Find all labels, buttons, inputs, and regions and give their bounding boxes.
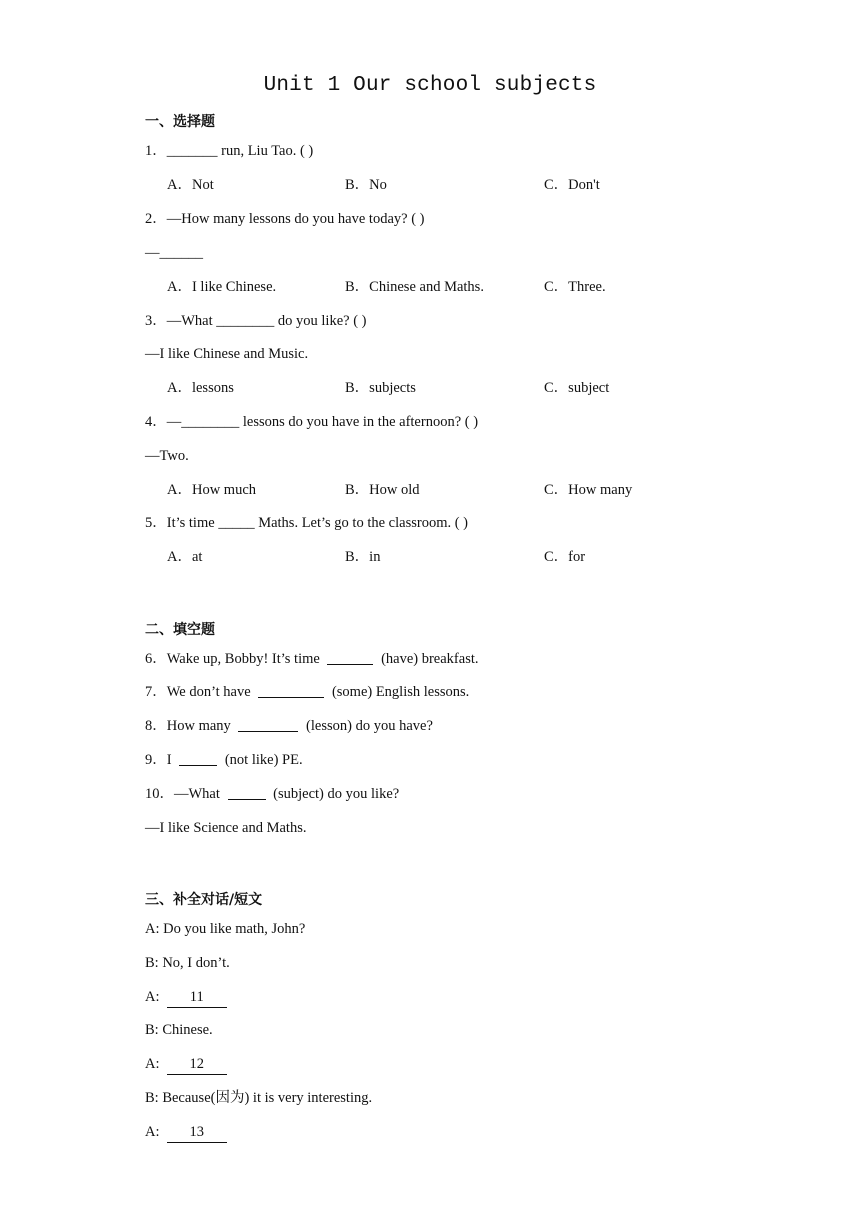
option-b: B．Chinese and Maths. xyxy=(345,279,484,295)
option-a: A．Not xyxy=(167,177,214,193)
section-heading-dialog: 三、补全对话/短文 xyxy=(145,892,263,908)
question-8 xyxy=(145,716,433,736)
dialog-line xyxy=(145,1054,227,1075)
question-6 xyxy=(145,649,479,669)
answer-blank[interactable] xyxy=(327,650,373,665)
question-text: We don’t have xyxy=(166,684,255,700)
dialog-line xyxy=(145,987,227,1008)
question-text: (not like) PE. xyxy=(221,752,303,768)
option-c: C．How many xyxy=(544,482,633,498)
dialog-line: B: Chinese. xyxy=(145,1022,213,1038)
option-a: A．at xyxy=(167,549,203,565)
dialog-line: B: No, I don’t. xyxy=(145,955,230,971)
question-number: 5． xyxy=(145,515,167,531)
question-10 xyxy=(145,784,399,804)
question-text: I xyxy=(166,752,176,768)
question-7 xyxy=(145,682,469,702)
numbered-answer-blank[interactable]: 13 xyxy=(167,1122,227,1143)
numbered-answer-blank[interactable]: 11 xyxy=(167,987,227,1008)
question-text: run, Liu Tao. ( ) xyxy=(217,143,314,159)
section-heading-fill-blank: 二、填空题 xyxy=(145,622,215,638)
numbered-answer-blank[interactable]: 12 xyxy=(167,1054,227,1075)
question-text: —What xyxy=(174,786,224,802)
question-text: (lesson) do you have? xyxy=(302,718,433,734)
question-number: 9． xyxy=(145,752,167,768)
option-b: B．in xyxy=(345,549,381,565)
answer-blank[interactable] xyxy=(179,751,217,766)
option-b: B．subjects xyxy=(345,380,416,396)
question-4-reply: —Two. xyxy=(145,448,189,464)
option-c: C．for xyxy=(544,549,586,565)
blank: _____ xyxy=(218,515,255,531)
question-number: 6． xyxy=(145,651,167,667)
option-a: A．lessons xyxy=(167,380,234,396)
question-2 xyxy=(145,209,424,229)
page-title: Unit 1 Our school subjects xyxy=(263,74,597,97)
question-text: lessons do you have in the afternoon? ( ) xyxy=(239,414,479,430)
question-text: (have) breakfast. xyxy=(377,651,479,667)
question-number: 1． xyxy=(145,143,167,159)
dialog-line: B: Because(因为) it is very interesting. xyxy=(145,1090,373,1106)
option-a: A．How much xyxy=(167,482,257,498)
answer-blank[interactable] xyxy=(228,785,266,800)
question-5 xyxy=(145,513,468,533)
option-c: C．Don't xyxy=(544,177,600,193)
blank: ________ xyxy=(216,313,275,329)
question-text: — xyxy=(166,414,182,430)
blank: _______ xyxy=(166,143,218,159)
question-text: Wake up, Bobby! It’s time xyxy=(166,651,324,667)
question-text: Maths. Let’s go to the classroom. ( ) xyxy=(254,515,468,531)
question-4 xyxy=(145,412,478,432)
blank: ________ xyxy=(181,414,240,430)
option-b: B．How old xyxy=(345,482,420,498)
question-1 xyxy=(145,141,313,161)
question-9 xyxy=(145,750,303,770)
question-text: —What xyxy=(166,313,217,329)
answer-blank[interactable] xyxy=(258,683,324,698)
question-10-reply: —I like Science and Maths. xyxy=(145,820,307,836)
option-b: B．No xyxy=(345,177,387,193)
question-text: —How many lessons do you have today? ( ) xyxy=(166,211,425,227)
question-number: 10． xyxy=(145,786,174,802)
question-number: 4． xyxy=(145,414,167,430)
section-heading-choice: 一、选择题 xyxy=(145,114,215,130)
answer-blank[interactable] xyxy=(238,717,298,732)
question-text: (some) English lessons. xyxy=(328,684,470,700)
question-text: How many xyxy=(166,718,235,734)
question-text: It’s time xyxy=(166,515,219,531)
question-text: do you like? ( ) xyxy=(274,313,367,329)
question-number: 3． xyxy=(145,313,167,329)
speaker-label: A: xyxy=(145,1056,160,1072)
question-3 xyxy=(145,311,367,331)
question-3-reply: —I like Chinese and Music. xyxy=(145,346,309,362)
question-number: 8． xyxy=(145,718,167,734)
question-text: (subject) do you like? xyxy=(269,786,400,802)
speaker-label: A: xyxy=(145,1124,160,1140)
option-c: C．subject xyxy=(544,380,610,396)
question-number: 7． xyxy=(145,684,167,700)
speaker-label: A: xyxy=(145,989,160,1005)
question-2-reply: —______ xyxy=(145,245,203,261)
option-c: C．Three. xyxy=(544,279,606,295)
question-number: 2． xyxy=(145,211,167,227)
dialog-line xyxy=(145,1122,227,1143)
dialog-line: A: Do you like math, John? xyxy=(145,921,306,937)
option-a: A．I like Chinese. xyxy=(167,279,277,295)
